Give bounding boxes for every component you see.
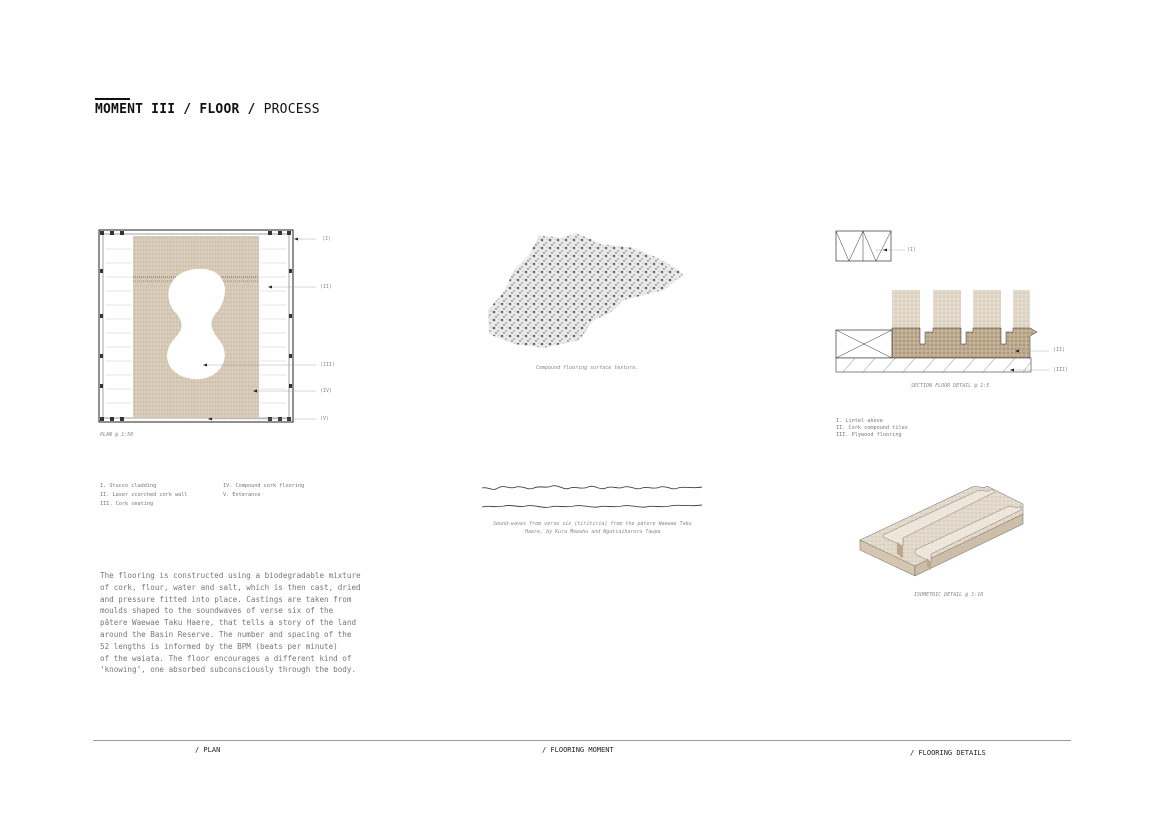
section-detail-drawing: [835, 228, 1075, 378]
legend-item: IV. Compound cork flooring: [223, 483, 305, 489]
section-tag-3: (III): [1053, 367, 1069, 373]
soundwave-drawing: [482, 478, 704, 514]
title-process: PROCESS: [263, 102, 320, 117]
legend-item: I. Stucco cladding: [100, 483, 157, 489]
plan-drawing: [98, 229, 338, 429]
section-caption: SECTION FLOOR DETAIL @ 1:5: [911, 383, 990, 389]
plan-scale-label: PLAN @ 1:50: [100, 432, 134, 438]
body-line: and pressure fitted into place. Castings are taken from: [100, 594, 352, 604]
body-paragraph: [100, 570, 361, 676]
soundwave-caption-line-1: Sound-waves from verse six (tiritiria) from the pātere Waewae Taku: [493, 521, 692, 527]
legend-item: I. Lintel above: [836, 418, 883, 424]
plan-legend-right: [223, 482, 304, 500]
title-sep-1: /: [175, 102, 200, 117]
section-legend: [836, 418, 908, 439]
footer-plan-label: / PLAN: [195, 746, 221, 754]
footer-moment-label: / FLOORING MOMENT: [542, 746, 614, 754]
plan-tag-2: (II): [320, 284, 333, 290]
body-line: 52 lengths is informed by the BPM (beats per minute): [100, 641, 338, 651]
soundwave-caption-line-2: Haere, by Kura Moeahu and Ngatiaiharuru Tawpa: [525, 529, 661, 535]
legend-item: III. Cork seating: [100, 501, 154, 507]
legend-item: III. Plywood flooring: [836, 432, 902, 438]
legend-item: V. Enterance: [223, 492, 261, 498]
body-line: of the waiata. The floor encourages a different kind of: [100, 653, 352, 663]
texture-image: [484, 230, 694, 355]
plan-tag-4: (IV): [320, 388, 333, 394]
section-tag-1: (I): [907, 247, 917, 253]
isometric-detail-drawing: [855, 480, 1030, 580]
footer-rule: [93, 740, 1071, 741]
body-line: The flooring is constructed using a biodegradable mixture: [100, 571, 361, 580]
body-line: of cork, flour, water and salt, which is then cast, dried: [100, 582, 361, 592]
isometric-caption: ISOMETRIC DETAIL @ 1:10: [914, 592, 984, 598]
title-rule: [95, 98, 130, 100]
title-sep-2: /: [239, 102, 264, 117]
legend-item: II. Cork compound tiles: [836, 425, 908, 431]
plan-tag-5: (V): [320, 416, 330, 422]
footer-details-label: / FLOORING DETAILS: [910, 749, 986, 757]
body-line: pātere Waewae Taku Haere, that tells a story of the land: [100, 618, 357, 628]
title-moment: MOMENT III: [95, 102, 176, 117]
page-title: [95, 102, 320, 117]
section-tag-2: (II): [1053, 347, 1066, 353]
plan-legend-left: [100, 482, 187, 509]
body-line: moulds shaped to the soundwaves of verse six of the: [100, 606, 334, 616]
plan-tag-3: (III): [320, 362, 336, 368]
plan-tag-1: (I): [322, 236, 332, 242]
body-line: around the Basin Reserve. The number and spacing of the: [100, 629, 352, 639]
title-floor: FLOOR: [199, 102, 240, 117]
texture-caption: Compound flooring surface texture.: [536, 365, 639, 371]
legend-item: II. Laser scorched cork wall: [100, 492, 188, 498]
body-line: ‘knowing’, one absorbed subconsciously through the body.: [100, 665, 357, 675]
